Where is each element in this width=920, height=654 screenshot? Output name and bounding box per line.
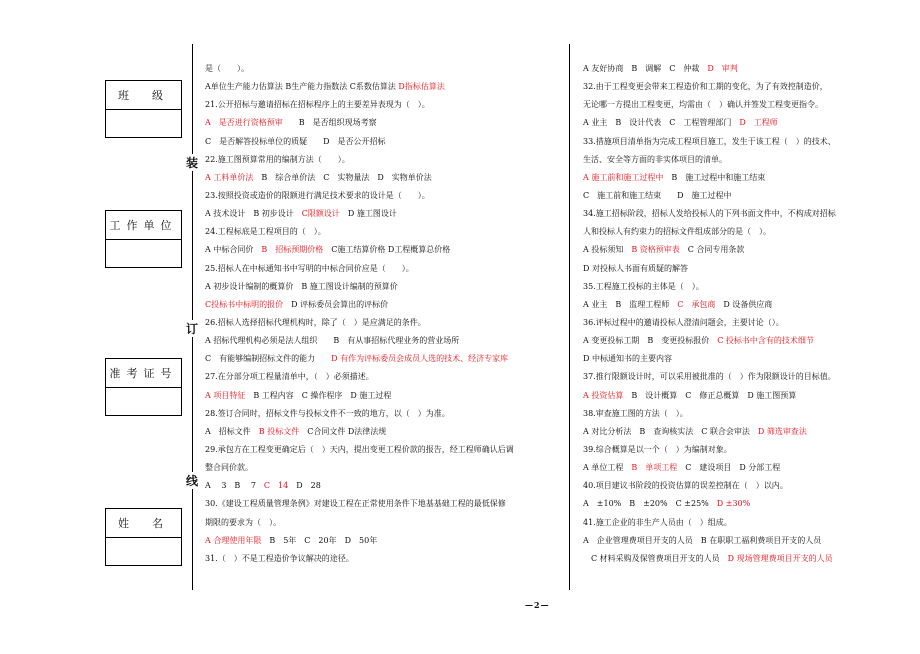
- question-line: [205, 495, 563, 513]
- question-line: [205, 223, 563, 241]
- question-text: 36.评标过程中的邀请投标人澄清问题会，主要讨论（）。: [583, 317, 784, 327]
- column-divider: [569, 44, 570, 590]
- class-box: [105, 80, 182, 138]
- question-line: [205, 133, 563, 151]
- question-line: [205, 205, 563, 223]
- question-line: [583, 296, 918, 314]
- answer-text: D 有作为评标委员会成员人选的技术、经济专家库: [331, 354, 509, 364]
- question-text: 32.由于工程变更会带来工程造价和工期的变化，为了有效控制造价，: [583, 82, 828, 92]
- answer-text: B 招标预期价格: [261, 245, 324, 255]
- question-text: C 合同专用条款: [679, 245, 745, 255]
- question-text: 28.签订合同时，招标文件与投标文件不一致的地方，以（ ）为准。: [205, 408, 450, 418]
- question-text: 21.公开招标与邀请招标在招标程序上的主要差异表现为（ ）。: [205, 100, 430, 110]
- exam-number-box: [105, 358, 182, 416]
- question-line: [205, 241, 563, 259]
- question-text: 是（ ）。: [205, 64, 249, 73]
- question-line: [583, 350, 918, 368]
- question-text: 31.（ ）不是工程造价争议解决的途径。: [205, 553, 354, 563]
- question-text: 24.工程标底是工程项目的（ ）。: [205, 227, 326, 237]
- question-line: [205, 278, 563, 296]
- question-text: A 初步设计编制的概算价 B 施工图设计编制的预算价: [205, 281, 398, 291]
- question-line: [583, 205, 918, 223]
- question-line: [205, 296, 563, 314]
- question-text: D 中标通知书的主要内容: [583, 354, 672, 364]
- question-line: [205, 368, 563, 386]
- question-text: A 对比分析法 B 查询核实法 C 联合会审法: [583, 426, 758, 436]
- question-text: B 是否组织现场考察: [282, 118, 377, 128]
- question-line: [583, 223, 918, 241]
- question-text: C合同文件 D法律法规: [299, 426, 387, 436]
- answer-text: D 工程师: [739, 118, 778, 128]
- answer-text: D 筛选审查法: [757, 426, 807, 436]
- question-text: A 中标合同价: [205, 245, 262, 255]
- question-text: A 友好协商 B 调解 C 仲裁: [583, 64, 708, 73]
- question-line: [583, 78, 918, 96]
- question-line: [583, 314, 918, 332]
- question-line: [583, 405, 918, 423]
- question-text: 33.措施项目清单指为完成工程项目施工，发生于该工程（ ）的技术、: [583, 136, 836, 146]
- question-line: [205, 169, 563, 187]
- question-line: [205, 260, 563, 278]
- name-label: 姓 名: [106, 509, 181, 538]
- answer-text: A 工料单价法: [205, 172, 254, 182]
- question-text: 25.招标人在中标通知书中写明的中标合同价应是（ ）。: [205, 263, 414, 273]
- answer-text: C 承包商: [677, 299, 716, 309]
- question-text: 26.招标人选择招标代理机构时，除了（ ）是应满足的条件。: [205, 317, 426, 327]
- question-line: [583, 114, 918, 132]
- question-line: [205, 350, 563, 368]
- question-line: [583, 423, 918, 441]
- question-line: [583, 387, 918, 405]
- question-line: [583, 550, 918, 568]
- question-text: A 招标代理机构必须是法人组织 B 有从事招标代理业务的营业场所: [205, 336, 460, 346]
- answer-text: D ±30%: [716, 499, 751, 509]
- work-unit-box: [105, 210, 182, 268]
- question-text: B 设计概算 C 修正总概算 D 施工图预算: [623, 390, 797, 400]
- question-text: D 评标委员会算出的评标价: [283, 299, 389, 309]
- answer-text: A 投资估算: [583, 390, 624, 400]
- question-line: [205, 459, 563, 477]
- question-text: A 技术设计 B 初步设计: [205, 209, 302, 219]
- question-line: [583, 169, 918, 187]
- question-line: [205, 114, 563, 132]
- question-text: 29.承包方在工程变更确定后（ ）天内，提出变更工程价款的报告，经工程师确认后调: [205, 444, 514, 454]
- question-line: [205, 550, 563, 568]
- right-question-column: [583, 60, 918, 568]
- question-text: D 28: [288, 481, 321, 491]
- question-line: [205, 387, 563, 405]
- question-text: C 是否解答投标单位的质疑 D 是否公开招标: [205, 136, 386, 146]
- answer-text: B 投标文件: [258, 426, 300, 436]
- question-line: [583, 495, 918, 513]
- exam-number-label: 准考证号: [106, 359, 181, 388]
- answer-text: C 14: [263, 481, 289, 491]
- question-text: A 变更投标工期 B 变更投标报价: [583, 336, 718, 346]
- question-text: D 对投标人书面有质疑的解答: [583, 263, 688, 273]
- question-text: A 投标须知: [583, 245, 632, 255]
- answer-text: C投标书中标明的报价: [205, 299, 284, 309]
- question-text: 整合同价款。: [205, 463, 253, 473]
- question-text: 人和投标人有约束力的招标文件组成部分的是（ ）。: [583, 227, 771, 237]
- binding-line: [192, 44, 193, 590]
- answer-text: A 合理使用年限: [205, 535, 262, 545]
- question-text: 期限的要求为（ ）。: [205, 517, 281, 527]
- question-line: [583, 96, 918, 114]
- answer-text: A 项目特征: [205, 390, 246, 400]
- question-line: [583, 278, 918, 296]
- exam-number-blank[interactable]: [106, 388, 181, 415]
- question-text: 无论哪一方提出工程变更，均需由（ ）确认并签发工程变更指令。: [583, 100, 823, 110]
- question-text: 35.工程施工投标的主体是（ ）。: [583, 281, 704, 291]
- class-label: 班 级: [106, 81, 181, 110]
- binding-mark-ding: 订: [186, 322, 199, 336]
- question-line: [583, 441, 918, 459]
- binding-mark-zhuang: 装: [186, 156, 199, 170]
- question-line: [583, 459, 918, 477]
- question-line: [583, 241, 918, 259]
- question-text: D 设备供应商: [715, 299, 773, 309]
- question-text: C 有能够编制招标文件的能力: [205, 354, 332, 364]
- name-blank[interactable]: [106, 538, 181, 565]
- question-line: [583, 368, 918, 386]
- answer-text: D 现场管理费项目开支的人员: [727, 553, 833, 563]
- question-text: C 建设项目 D 分部工程: [677, 463, 781, 473]
- question-line: [583, 532, 918, 550]
- class-blank[interactable]: [106, 110, 181, 137]
- question-line: [583, 477, 918, 495]
- answer-text: B 资格预审表: [631, 245, 680, 255]
- question-text: A 3 B 7: [205, 481, 264, 491]
- question-line: [583, 260, 918, 278]
- work-unit-label: 工作单位: [106, 211, 181, 240]
- question-line: [583, 60, 918, 78]
- question-line: [205, 477, 563, 495]
- question-line: [205, 60, 563, 78]
- question-text: 22.施工图预算常用的编制方法（ ）。: [205, 154, 350, 164]
- question-text: A 业主 B 监理工程师: [583, 299, 678, 309]
- question-text: 41.施工企业的非生产人员由（ ）组成。: [583, 517, 732, 527]
- answer-text: B 单项工程: [631, 463, 678, 473]
- question-text: A 招标文件: [205, 426, 259, 436]
- question-line: [205, 96, 563, 114]
- question-text: A ±10% B ±20% C ±25%: [583, 499, 717, 509]
- question-text: 34.施工招标阶段，招标人发给投标人的下列书面文件中，不构成对招标: [583, 209, 836, 219]
- question-line: [205, 187, 563, 205]
- question-text: C 材料采购及保管费项目开支的人员: [583, 553, 728, 563]
- question-text: 39.综合概算是以一个（ ）为编制对象。: [583, 444, 732, 454]
- question-line: [205, 332, 563, 350]
- question-text: A单位生产能力估算法 B生产能力指数法 C系数估算法: [205, 82, 399, 92]
- question-line: [583, 133, 918, 151]
- answer-text: D 审判: [707, 64, 738, 73]
- answer-text: C限额设计: [301, 209, 340, 219]
- question-text: A 企业管理费项目开支的人员 B 在职职工福利费项目开支的人员: [583, 535, 822, 545]
- question-text: D 施工图设计: [339, 209, 397, 219]
- question-text: 23.按照投资或造价的限额进行满足技术要求的设计是（ ）。: [205, 190, 430, 200]
- question-text: C 施工前和施工结束 D 施工过程中: [583, 190, 732, 200]
- answer-text: A 是否进行资格预审: [205, 118, 283, 128]
- question-text: A 单位工程: [583, 463, 632, 473]
- question-text: A 业主 B 设计代表 C 工程管理部门: [583, 118, 740, 128]
- question-line: [583, 151, 918, 169]
- question-text: 38.审查施工图的方法（ ）。: [583, 408, 688, 418]
- question-text: 40.项目建议书阶段的投资估算的误差控制在（ ）以内。: [583, 481, 788, 491]
- question-text: B 5年 C 20年 D 50年: [261, 535, 378, 545]
- question-text: B 工程内容 C 操作程序 D 施工过程: [245, 390, 392, 400]
- answer-text: C 投标书中含有的技术细节: [717, 336, 814, 346]
- question-line: [205, 78, 563, 96]
- question-text: 30.《建设工程质量管理条例》对建设工程在正常使用条件下地基基础工程的最低保修: [205, 499, 506, 509]
- question-line: [583, 514, 918, 532]
- question-line: [583, 332, 918, 350]
- answer-text: A 施工前和施工过程中: [583, 172, 664, 182]
- question-line: [205, 314, 563, 332]
- question-line: [205, 532, 563, 550]
- question-text: C施工结算价格 D工程概算总价格: [323, 245, 451, 255]
- page-number: —2—: [525, 600, 550, 610]
- left-question-column: [205, 60, 563, 568]
- binding-mark-xian: 线: [186, 474, 199, 488]
- question-line: [205, 151, 563, 169]
- question-text: 37.推行限额设计时，可以采用被批准的（ ）作为限额设计的目标值。: [583, 372, 836, 382]
- question-line: [205, 514, 563, 532]
- question-line: [205, 423, 563, 441]
- work-unit-blank[interactable]: [106, 240, 181, 267]
- question-line: [205, 405, 563, 423]
- name-box: [105, 508, 182, 566]
- question-text: 27.在分部分项工程量清单中，（ ）必须描述。: [205, 372, 374, 382]
- question-text: B 施工过程中和施工结束: [663, 172, 766, 182]
- answer-text: D指标估算法: [398, 82, 445, 92]
- question-text: B 综合单价法 C 实物量法 D 实物单价法: [253, 172, 432, 182]
- question-text: 生活、安全等方面的非实体项目的清单。: [583, 154, 727, 164]
- question-line: [205, 441, 563, 459]
- question-line: [583, 187, 918, 205]
